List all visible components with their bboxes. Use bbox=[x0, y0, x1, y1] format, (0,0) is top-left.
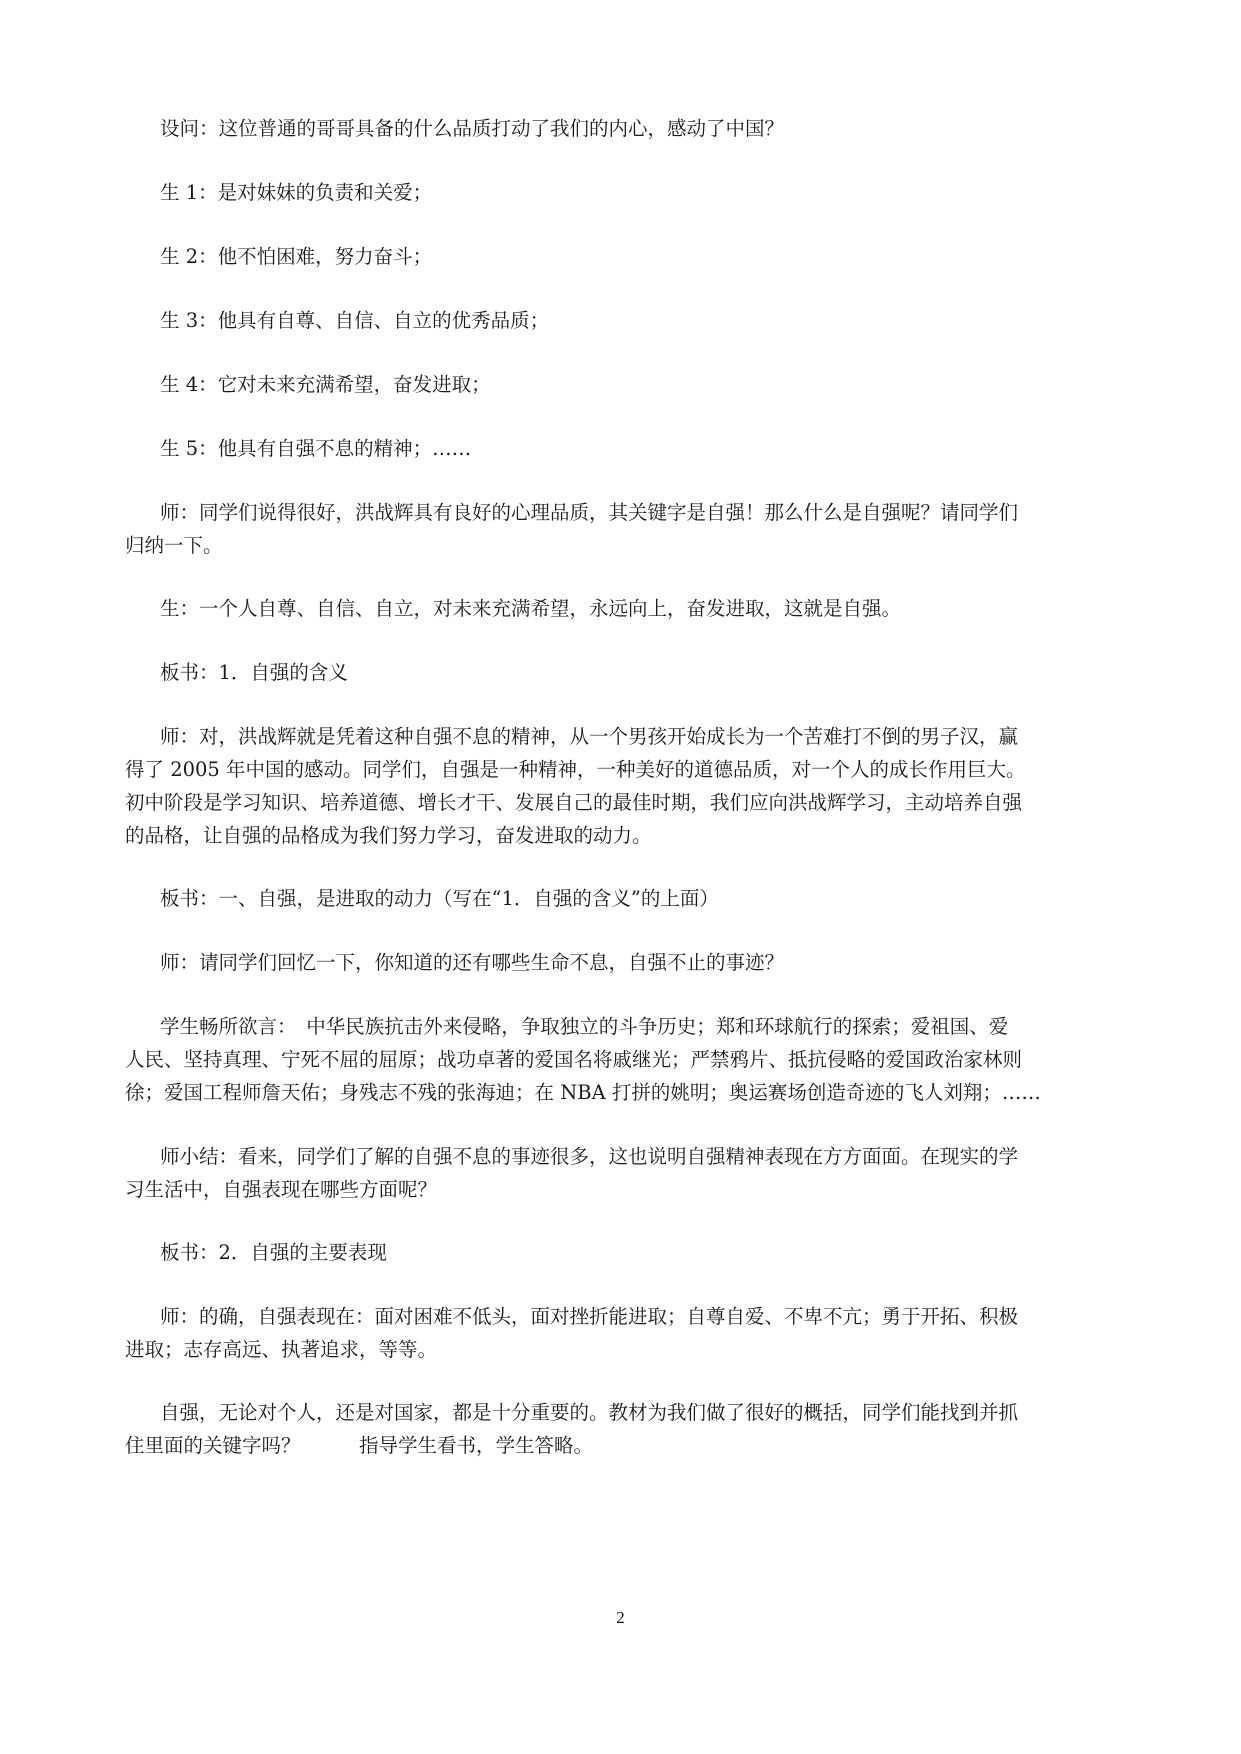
student-answer-2: 生 2：他不怕困难，努力奋斗； bbox=[160, 245, 433, 268]
student-summary: 生：一个人自尊、自信、自立，对未来充满希望，永远向上，奋发进取，这就是自强。 bbox=[160, 597, 902, 620]
student-answer-1: 生 1：是对妹妹的负责和关爱； bbox=[160, 181, 433, 204]
teacher-summary-line-2: 习生活中，自强表现在哪些方面呢？ bbox=[125, 1178, 438, 1201]
teacher-explanation-line-3: 初中阶段是学习知识、培养道德、增长才干、发展自己的最佳时期，我们应向洪战辉学习，主动培养自强 bbox=[125, 791, 1023, 814]
student-answer-5: 生 5：他具有自强不息的精神；…… bbox=[160, 437, 472, 460]
student-examples-line-1: 学生畅所欲言： 中华民族抗击外来侵略，争取独立的斗争历史；郑和环球航行的探索；爱祖国、爱 bbox=[160, 1015, 1009, 1038]
teacher-remark-line-2: 归纳一下。 bbox=[125, 534, 223, 557]
board-note-2: 板书：2．自强的主要表现 bbox=[160, 1241, 387, 1264]
teacher-explanation-line-2: 得了 2005 年中国的感动。同学们，自强是一种精神，一种美好的道德品质，对一个人的成长作用巨大。 bbox=[125, 758, 1026, 781]
page-number: 2 bbox=[616, 1608, 625, 1627]
teacher-summary-line-1: 师小结：看来，同学们了解的自强不息的事迹很多，这也说明自强精神表现在方方面面。在现实的学 bbox=[160, 1145, 1019, 1168]
teacher-explanation-line-4: 的品格，让自强的品格成为我们努力学习，奋发进取的动力。 bbox=[125, 824, 652, 847]
student-answer-4: 生 4：它对未来充满希望，奋发进取； bbox=[160, 373, 491, 396]
teacher-detail-line-2: 进取；志存高远、执著追求，等等。 bbox=[125, 1338, 438, 1361]
question-prompt: 设问：这位普通的哥哥具备的什么品质打动了我们的内心，感动了中国？ bbox=[160, 117, 785, 140]
board-note-heading-1: 板书：一、自强，是进取的动力（写在“1．自强的含义”的上面） bbox=[160, 887, 719, 910]
teacher-remark-line-1: 师：同学们说得很好，洪战辉具有良好的心理品质，其关键字是自强！那么什么是自强呢？请同学们 bbox=[160, 501, 1019, 524]
teacher-detail-line-1: 师：的确，自强表现在：面对困难不低头，面对挫折能进取；自尊自爱、不卑不亢；勇于开拓、积极 bbox=[160, 1305, 1019, 1328]
board-note-1: 板书：1．自强的含义 bbox=[160, 661, 348, 684]
student-examples-line-2: 人民、坚持真理、宁死不屈的屈原；战功卓著的爱国名将戚继光；严禁鸦片、抵抗侵略的爱国政治家林则 bbox=[125, 1048, 1023, 1071]
teacher-question: 师：请同学们回忆一下，你知道的还有哪些生命不息，自强不止的事迹？ bbox=[160, 951, 785, 974]
closing-paragraph-line-2: 住里面的关键字吗？ 指导学生看书，学生答略。 bbox=[125, 1434, 594, 1457]
student-answer-3: 生 3：他具有自尊、自信、自立的优秀品质； bbox=[160, 309, 550, 332]
teacher-explanation-line-1: 师：对，洪战辉就是凭着这种自强不息的精神，从一个男孩开始成长为一个苦难打不倒的男子汉，赢 bbox=[160, 725, 1019, 748]
closing-paragraph-line-1: 自强，无论对个人，还是对国家，都是十分重要的。教材为我们做了很好的概括，同学们能找到并抓 bbox=[160, 1401, 1019, 1424]
student-examples-line-3: 徐；爱国工程师詹天佑；身残志不残的张海迪；在 NBA 打拼的姚明；奥运赛场创造奇迹的飞人刘翔；…… bbox=[125, 1081, 1041, 1104]
